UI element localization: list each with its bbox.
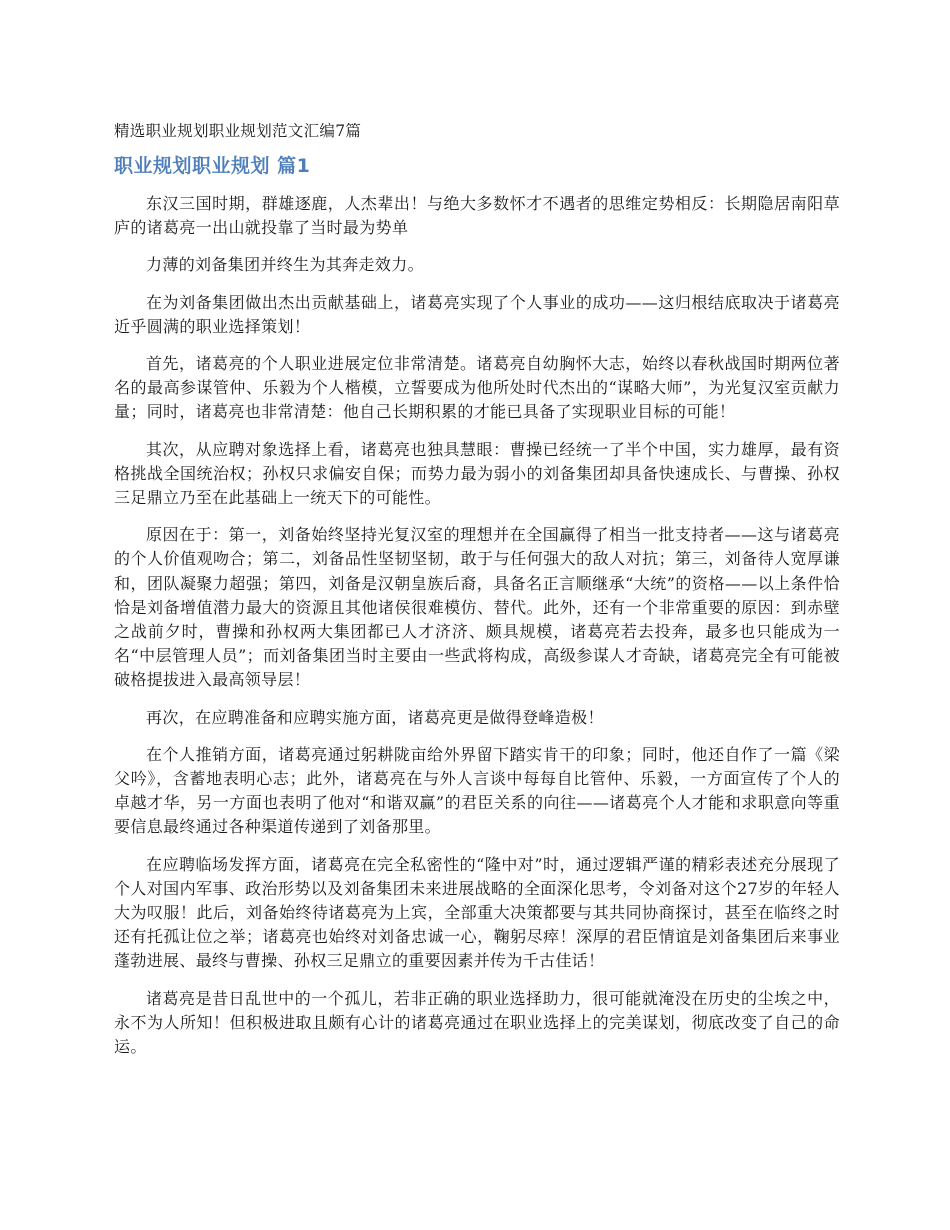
paragraph-8: 在个人推销方面，诸葛亮通过躬耕陇亩给外界留下踏实肯干的印象；同时，他还自作了一篇《梁父吟》，含蓄地表明心志；此外，诸葛亮在与外人言谈中每每自比管仲、乐毅，一方面宣传了个人的卓越才华，另一方面也表明了他对“和谐双赢”的君臣关系的向往——诸葛亮个人才能和求职意向等重要信息最终通过各种渠道传递到了刘备那里。 xyxy=(114,744,840,837)
paragraph-3: 在为刘备集团做出杰出贡献基础上，诸葛亮实现了个人事业的成功——这归根结底取决于诸葛亮近乎圆满的职业选择策划！ xyxy=(114,292,840,336)
section-heading: 职业规划职业规划 篇1 xyxy=(114,155,311,177)
paragraph-7: 再次，在应聘准备和应聘实施方面，诸葛亮更是做得登峰造极！ xyxy=(146,707,604,727)
paragraph-4: 首先，诸葛亮的个人职业进展定位非常清楚。诸葛亮自幼胸怀大志，始终以春秋战国时期两位著名的最高参谋管仲、乐毅为个人楷模，立誓要成为他所处时代杰出的“谋略大师”，为光复汉室贡献力量；同时，诸葛亮也非常清楚：他自己长期积累的才能已具备了实现职业目标的可能！ xyxy=(114,354,840,422)
paragraph-6: 原因在于：第一，刘备始终坚持光复汉室的理想并在全国赢得了相当一批支持者——这与诸葛亮的个人价值观吻合；第二，刘备品性坚韧坚韧，敢于与任何强大的敌人对抗；第三，刘备待人宽厚谦和，团队凝聚力超强；第四，刘备是汉朝皇族后裔，具备名正言顺继承“大统”的资格——以上条件恰恰是刘备增值潜力最大的资源且其他诸侯很难模仿、替代。此外，还有一个非常重要的原因：到赤壁之战前夕时，曹操和孙权两大集团都已人才济济、颇具规模，诸葛亮若去投奔，最多也只能成为一名“中层管理人员”；而刘备集团当时主要由一些武将构成，高级参谋人才奇缺，诸葛亮完全有可能被破格提拔进入最高领导层！ xyxy=(114,525,840,690)
document-title: 精选职业规划职业规划范文汇编7篇 xyxy=(114,122,362,140)
paragraph-1: 东汉三国时期，群雄逐鹿，人杰辈出！与绝大多数怀才不遇者的思维定势相反：长期隐居南阳草庐的诸葛亮一出山就投靠了当时最为势单 xyxy=(114,194,840,238)
paragraph-9: 在应聘临场发挥方面，诸葛亮在完全私密性的“隆中对”时，通过逻辑严谨的精彩表述充分展现了个人对国内军事、政治形势以及刘备集团未来进展战略的全面深化思考，令刘备对这个27岁的年轻人大为叹服！此后，刘备始终待诸葛亮为上宾，全部重大决策都要与其共同协商探讨，甚至在临终之时还有托孤让位之举；诸葛亮也始终对刘备忠诚一心，鞠躬尽瘁！深厚的君臣情谊是刘备集团后来事业蓬勃进展、最终与曹操、孙权三足鼎立的重要因素并传为千古佳话！ xyxy=(114,854,840,971)
document-page xyxy=(114,120,840,1072)
paragraph-10: 诸葛亮是昔日乱世中的一个孤儿，若非正确的职业选择助力，很可能就淹没在历史的尘埃之中，永不为人所知！但积极进取且颇有心计的诸葛亮通过在职业选择上的完美谋划，彻底改变了自己的命运。 xyxy=(114,988,840,1057)
paragraph-2: 力薄的刘备集团并终生为其奔走效力。 xyxy=(146,255,424,275)
paragraph-5: 其次，从应聘对象选择上看，诸葛亮也独具慧眼：曹操已经统一了半个中国，实力雄厚，最有资格挑战全国统治权；孙权只求偏安自保；而势力最为弱小的刘备集团却具备快速成长、与曹操、孙权三足鼎立乃至在此基础上一统天下的可能性。 xyxy=(114,439,840,508)
